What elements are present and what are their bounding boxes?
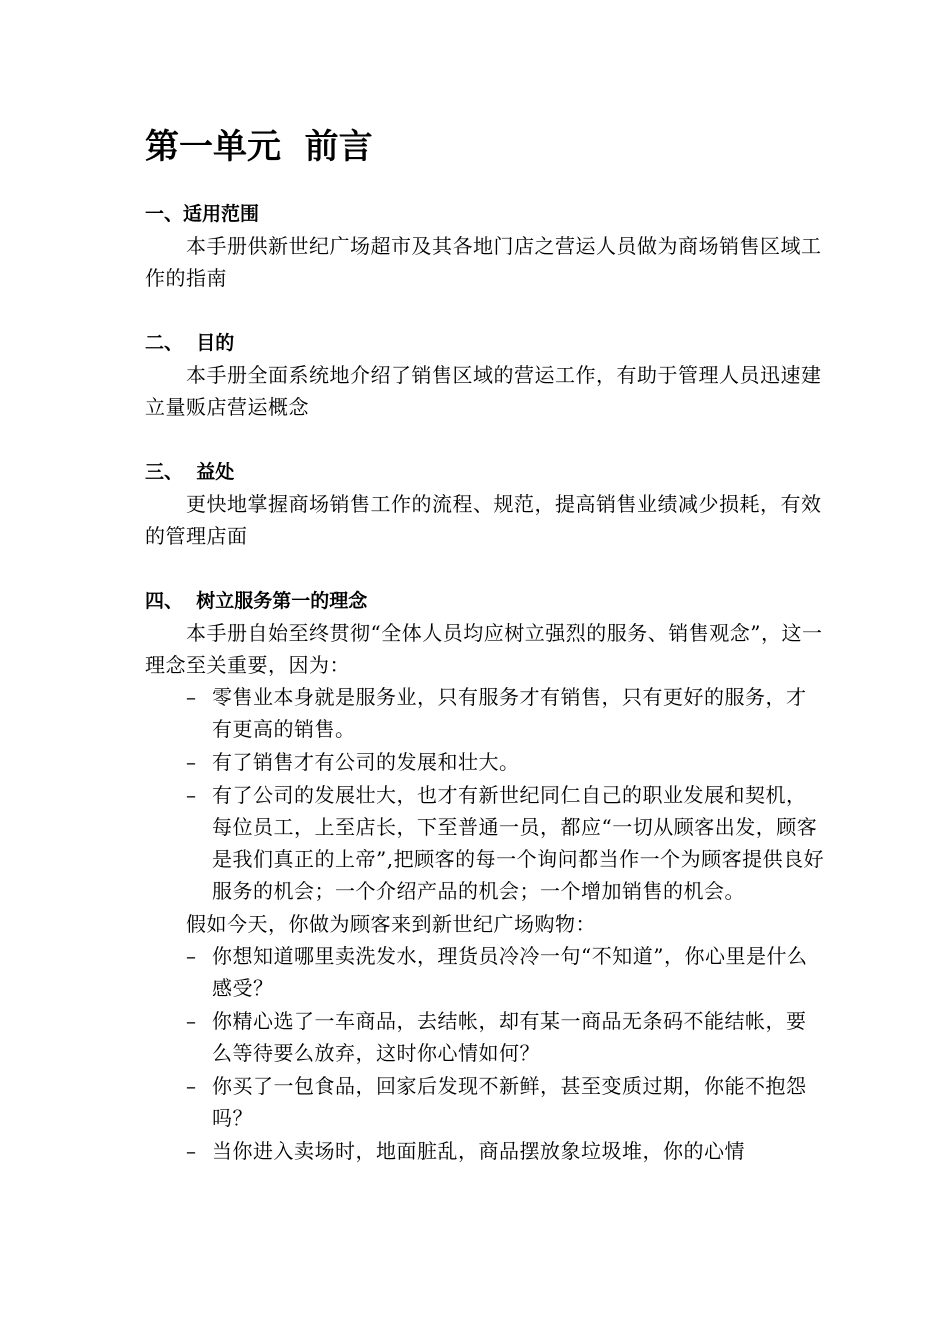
list-item xyxy=(145,1135,825,1167)
bullet-list xyxy=(145,681,825,907)
section-heading: 一、适用范围 xyxy=(145,203,260,225)
section-paragraph: 假如今天，你做为顾客来到新世纪广场购物： xyxy=(186,912,596,936)
list-item xyxy=(145,940,825,1004)
bullet-list xyxy=(145,940,825,1167)
list-item-text: 你想知道哪里卖洗发水，理货员冷冷一句“不知道”，你心里是什么感受？ xyxy=(212,944,808,1000)
dash-marker: – xyxy=(186,750,197,774)
section-heading: 四、 树立服务第一的理念 xyxy=(145,590,368,612)
section-paragraph: 更快地掌握商场销售工作的流程、规范，提高销售业绩减少损耗，有效的管理店面 xyxy=(145,492,822,548)
list-item-text: 有了销售才有公司的发展和壮大。 xyxy=(212,750,520,774)
dash-marker: – xyxy=(186,1074,197,1098)
section-heading: 二、 目的 xyxy=(145,332,235,354)
dash-marker: – xyxy=(186,944,197,968)
section-purpose xyxy=(145,327,825,423)
list-item xyxy=(145,1005,825,1069)
section-benefits xyxy=(145,456,825,552)
section-paragraph: 本手册自始至终贯彻“全体人员均应树立强烈的服务、销售观念”，这一理念至关重要，因为： xyxy=(145,621,823,677)
list-item-text: 有了公司的发展壮大，也才有新世纪同仁自己的职业发展和契机，每位员工，上至店长，下至普通一员，都应“一切从顾客出发，顾客是我们真正的上帝”,把顾客的每一个询问都当作一个为顾客提供良好服务的机会；一个介绍产品的机会；一个增加销售的机会。 xyxy=(212,783,825,903)
list-item-text: 你买了一包食品，回家后发现不新鲜，甚至变质过期，你能不抱怨吗？ xyxy=(212,1074,807,1130)
list-item xyxy=(145,681,825,745)
section-paragraph: 本手册供新世纪广场超市及其各地门店之营运人员做为商场销售区域工作的指南 xyxy=(145,234,822,290)
section-service-first xyxy=(145,585,825,1167)
section-scope xyxy=(145,198,825,294)
section-paragraph: 本手册全面系统地介绍了销售区域的营运工作，有助于管理人员迅速建立量贩店营运概念 xyxy=(145,363,822,419)
list-item-text: 当你进入卖场时，地面脏乱，商品摆放象垃圾堆，你的心情 xyxy=(212,1139,745,1163)
dash-marker: – xyxy=(186,1139,197,1163)
section-heading: 三、 益处 xyxy=(145,461,235,483)
page-title: 第一单元 前言 xyxy=(145,127,373,167)
dash-marker: – xyxy=(186,685,197,709)
list-item-text: 零售业本身就是服务业，只有服务才有销售，只有更好的服务，才有更高的销售。 xyxy=(212,685,807,741)
dash-marker: – xyxy=(186,783,197,807)
dash-marker: – xyxy=(186,1009,197,1033)
list-item xyxy=(145,1070,825,1134)
list-item xyxy=(145,779,825,907)
list-item xyxy=(145,746,825,778)
list-item-text: 你精心选了一车商品，去结帐，却有某一商品无条码不能结帐，要么等待要么放弃，这时你心情如何？ xyxy=(212,1009,807,1065)
document-page xyxy=(145,120,825,1200)
